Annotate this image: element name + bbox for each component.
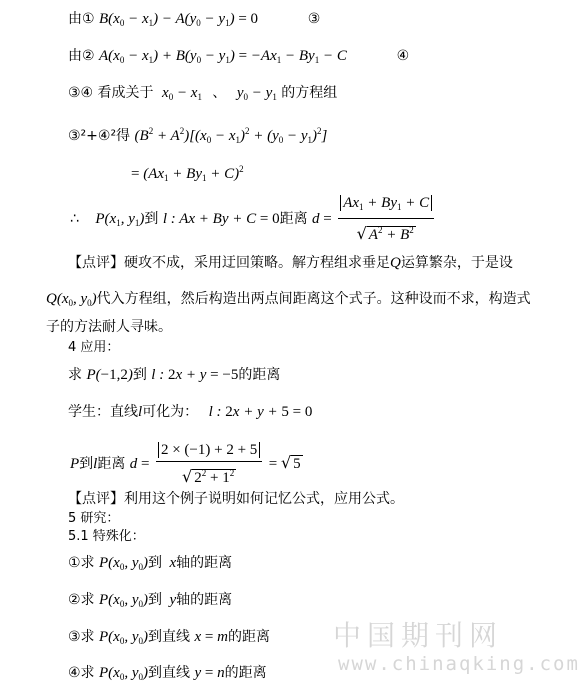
equation-marker: ④ <box>396 48 410 64</box>
ask-suffix: 的距离 <box>238 367 281 383</box>
to-label: 到 <box>132 367 147 383</box>
special-case-2 <box>68 591 232 613</box>
case-num: ②求 <box>68 592 95 608</box>
case-suffix: 的距离 <box>224 665 267 681</box>
to-label: 到 <box>148 555 163 571</box>
special-case-3 <box>68 628 270 650</box>
point-example: P(−1,2) <box>86 367 133 383</box>
therefore-symbol: ∴ <box>70 211 79 227</box>
point-q-coords: $Q(x_0$, $y_0$) <box>46 291 97 308</box>
sum-squares-eq: $(B^2 + A^2)[(x_0 - x_1)^2 + (y_0 - y_1)^2]$ <box>134 126 328 145</box>
point-p: $P(x_1$, $y_1$) <box>95 211 145 228</box>
section-title: 5.1 特殊化： <box>68 529 145 544</box>
to-label: 到 <box>79 456 94 472</box>
sum-squares-result <box>131 160 244 187</box>
equation-3: $B(x_0 - x_1) - A(y_0 - y_1) = 0$ <box>99 11 259 28</box>
axis-label: y <box>169 592 177 608</box>
case-num: ③求 <box>68 629 95 645</box>
distance-label: 距离 <box>97 456 126 472</box>
section-5-1-heading <box>68 528 145 546</box>
review-text: 代入方程组，然后构造出两点间距离这个式子。这种设而不求，构造式 <box>96 291 531 307</box>
point-p0: $P(x_0$, $y_0$) <box>99 592 149 609</box>
sum-squares-line <box>68 122 327 149</box>
system-line <box>68 84 337 106</box>
separator: 、 <box>212 85 227 101</box>
line-suffix: 的方程组 <box>281 85 338 101</box>
line-prefix: ③²+④²得 <box>68 128 131 144</box>
student-mid: 可化为： <box>142 404 199 420</box>
to-label: 到直线 <box>148 665 191 681</box>
student-line <box>68 403 312 421</box>
equation-marker: ③ <box>307 11 321 27</box>
review-paragraph-4 <box>68 490 404 508</box>
ask-prefix: 求 <box>68 367 82 383</box>
review-text: 【点评】硬攻不成，采用迂回策略。解方程组求垂足 <box>68 255 390 271</box>
axis-label: x <box>169 555 177 571</box>
review-paragraph-line1 <box>68 254 513 272</box>
distance-d: d = <box>129 456 150 472</box>
example-result: = √ 5 <box>268 453 301 472</box>
section-4-heading <box>68 339 119 357</box>
to-label: 到 <box>144 211 159 227</box>
section-title: 5 研究： <box>68 511 120 526</box>
review-text: 【点评】利用这个例子说明如何记忆公式，应用公式。 <box>68 491 404 507</box>
point-p0: $P(x_0$, $y_0$) <box>99 555 149 572</box>
distance-label: 距离 <box>279 211 308 227</box>
point-p0: $P(x_0$, $y_0$) <box>99 665 149 682</box>
case-suffix: 轴的距离 <box>176 555 233 571</box>
var-x-diff: $x_0 - x_1$ <box>162 85 202 102</box>
review-paragraph-line3 <box>46 318 172 336</box>
line-prefix: 由② <box>68 48 95 64</box>
case-num: ④求 <box>68 665 95 681</box>
line-l-equation: l : Ax + By + C = 0 <box>162 211 280 227</box>
case-suffix: 轴的距离 <box>176 592 233 608</box>
example-fraction: $\frac{2 \times (-1) + 2 + 5}{√ 2^2 + 1^2}$ <box>156 440 262 488</box>
line-example-normalized: l : 2x + y + 5 = 0 <box>208 404 313 420</box>
line-y-eq-n: y = n <box>194 665 225 681</box>
distance-d: d = <box>312 211 332 227</box>
line-x-eq-m: x = m <box>194 629 228 645</box>
section-5-heading <box>68 510 119 528</box>
line-example: l : 2x + y = −5 <box>151 367 239 383</box>
watermark-url: www.chinaqking.com <box>338 653 580 675</box>
result-eq: = $(Ax_1 + By_1 + C)^2$ <box>131 164 244 183</box>
point-q: Q <box>390 255 401 271</box>
point-label: P <box>70 456 80 472</box>
to-label: 到 <box>148 592 163 608</box>
to-label: 到直线 <box>148 629 191 645</box>
case-num: ①求 <box>68 555 95 571</box>
point-p0: $P(x_0$, $y_0$) <box>99 629 149 646</box>
equation-line-3 <box>68 10 320 32</box>
special-case-1 <box>68 554 232 576</box>
line-l: l <box>138 404 143 420</box>
equation-line-4 <box>68 47 409 69</box>
case-suffix: 的距离 <box>227 629 270 645</box>
line-label: l <box>93 456 98 472</box>
example-distance-line <box>70 440 303 488</box>
special-case-4 <box>68 664 267 686</box>
review-text: 子的方法耐人寻味。 <box>46 319 172 335</box>
student-prefix: 学生：直线 <box>68 404 138 420</box>
watermark-cn: 中国期刊网 <box>333 619 504 652</box>
distance-fraction: $\frac{Ax_1 + By_1 + C}{√ A^2 + B^2}$ <box>338 193 434 245</box>
equation-4: $A(x_0 - x_1) + B(y_0 - y_1) = -Ax_1 - By_1 - C$ <box>99 48 351 65</box>
review-paragraph-line2 <box>46 290 531 312</box>
distance-formula-line <box>70 193 436 245</box>
line-prefix: 由① <box>68 11 95 27</box>
var-y-diff: $y_0 - y_1$ <box>236 85 277 102</box>
review-text-2: 运算繁杂，于是设 <box>400 255 513 271</box>
line-prefix: ③④ 看成关于 <box>68 85 154 101</box>
section-title: 4 应用： <box>68 340 120 355</box>
application-question <box>68 366 280 384</box>
